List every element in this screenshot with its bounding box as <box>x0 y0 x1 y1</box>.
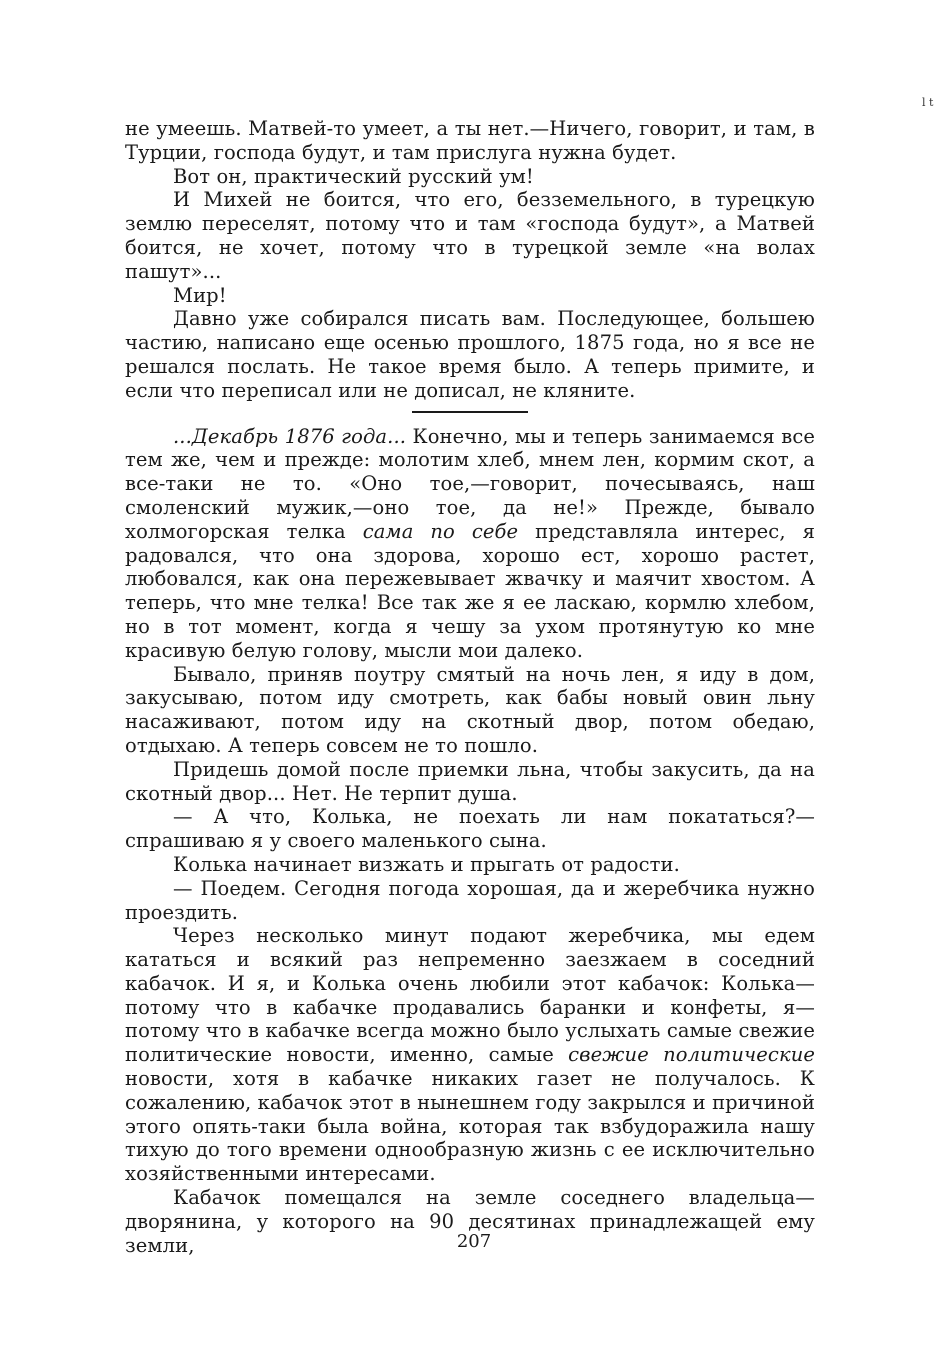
italic-phrase: сама по себе <box>362 519 519 543</box>
paragraph-text: новости, хотя в кабачке никаких газет не получалось. К сожалению, кабачок этот в нынешнем году закрылся и причиной этого опять-таки была война, которая так взбудоражила нашу тихую до того времени однообразную жизнь с ее исключительно хозяйственными интересами. <box>125 1067 815 1186</box>
paragraph: Бывало, приняв поутру смятый на ночь лен, я иду в дом, закусываю, потом иду смотреть, как бабы новый овин льну насаживают, потом иду на скотный двор, потом обедаю, отдыхаю. А теперь совсем не то пошло. <box>125 662 815 757</box>
paragraph-december <box>125 425 815 663</box>
paragraph-continued: не умеешь. Матвей-то умеет, а ты нет.—Ничего, говорит, и там, в Турции, господа будут, и там прислуга нужна будет. <box>125 117 815 164</box>
paragraph-text: Через несколько минут подают жеребчика, мы едем кататься и всякий раз непременно заезжаем в соседний кабачок. И я, и Колька очень любили этот кабачок: Колька—потому что в кабачке продавались баранки и конфеты, я—потому что в кабачке всегда можно было услыхать самые свежие политические новости, именно, самые <box>125 924 815 1067</box>
paragraph: Вот он, практический русский ум! <box>173 164 534 188</box>
paragraph: Давно уже собирался писать вам. Последующее, большею частию, написано еще осенью прошлого, 1875 года, но я все не решался послать. Не такое время было. А теперь примите, и если что переписал или не дописал, не кляните. <box>125 307 815 402</box>
paragraph: И Михей не боится, что его, безземельного, в турецкую землю переселят, потому что и там «господа будут», а Матвей боится, не хочет, потому что в турецкой земле «на волах пашут»... <box>125 188 815 283</box>
paragraph: Мир! <box>173 283 227 307</box>
paragraph: Кабачок помещался на земле соседнего владельца—дворянина, у которого на 90 десятинах принадлежащей ему земли, <box>125 1186 815 1257</box>
dialogue-line: — Поедем. Сегодня погода хорошая, да и жеребчика нужно проездить. <box>125 876 815 924</box>
date-heading: ...Декабрь 1876 года... <box>173 424 407 448</box>
paragraph <box>125 924 815 1186</box>
paragraph: Придешь домой после приемки льна, чтобы закусить, да на скотный двор... Нет. Не терпит душа. <box>125 757 815 805</box>
page-number: 207 <box>456 1231 492 1252</box>
paragraph-text: Конечно, мы и теперь занимаемся все тем же, чем и прежде: молотим хлеб, мнем лен, кормим скот, а все-таки не то. «Оно тое,—говорит, почесываясь, наш смоленский мужик,—оно тое, да не!» Прежде, бывало холмогорская телка <box>125 424 815 543</box>
paragraph-text: представляла интерес, я радовался, что она здорова, хорошо ест, хорошо растет, любовался, как она пережевывает жвачку и маячит хвостом. А теперь, что мне телка! Все так же я ее ласкаю, кормлю хлебом, но в тот момент, когда я чешу за ухом протянутую ко мне красивую белую голову, мысли мои далеко. <box>125 519 815 662</box>
dialogue-line: — А что, Колька, не поехать ли нам покататься?—спрашиваю я у своего маленького сына. <box>125 805 815 853</box>
page-text <box>125 117 815 1257</box>
paragraph: Колька начинает визжать и прыгать от радости. <box>173 852 680 876</box>
margin-mark: l t <box>922 96 934 109</box>
italic-phrase: свежие политические <box>568 1043 815 1067</box>
section-divider <box>412 411 528 413</box>
